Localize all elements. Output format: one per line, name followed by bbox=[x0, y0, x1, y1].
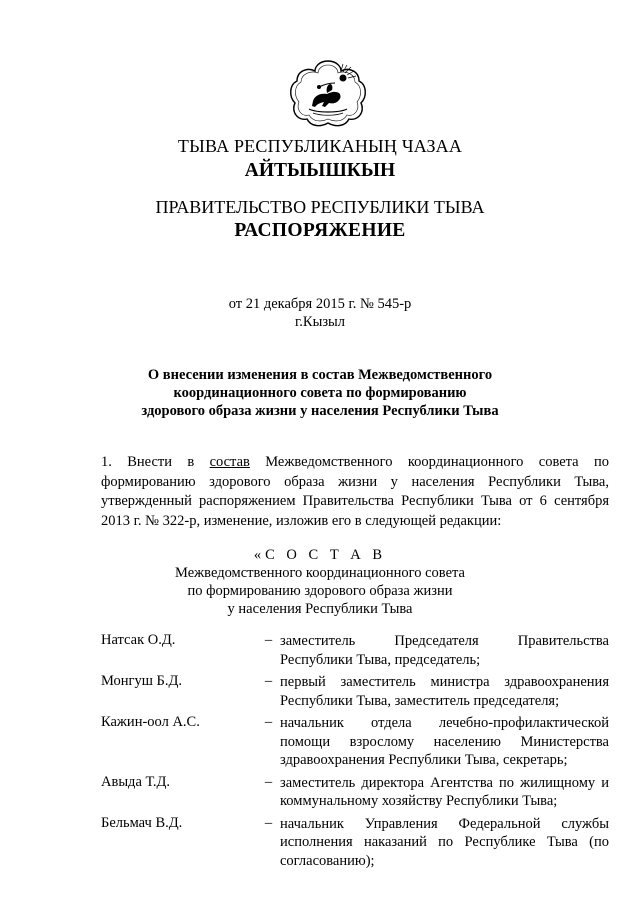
member-dash: – bbox=[264, 814, 273, 831]
document-date-number: от 21 декабря 2015 г. № 545-р bbox=[228, 296, 412, 312]
member-name: Авыда Т.Д. bbox=[101, 773, 171, 790]
member-row bbox=[101, 815, 609, 871]
sostav-link[interactable]: состав bbox=[209, 454, 250, 470]
title-line: О внесении изменения в состав Межведомственного bbox=[147, 367, 493, 383]
member-row bbox=[101, 632, 609, 669]
member-row bbox=[101, 714, 609, 770]
government-name: ПРАВИТЕЛЬСТВО РЕСПУБЛИКИ ТЫВА bbox=[155, 197, 485, 217]
member-role: начальник Управления Федеральной службы исполнения наказаний по Республике Тыва (по согласованию); bbox=[280, 815, 609, 869]
member-name: Натсак О.Д. bbox=[101, 632, 176, 648]
sostav-subtitle: Межведомственного координационного совета bbox=[175, 565, 465, 581]
member-row bbox=[101, 673, 609, 710]
tuva-document-type: АЙТЫЫШКЫН bbox=[244, 160, 396, 181]
member-dash: – bbox=[264, 714, 273, 730]
member-row bbox=[101, 774, 609, 811]
sostav-heading-block bbox=[0, 546, 640, 618]
member-name: Кажин-оол А.С. bbox=[101, 714, 200, 730]
member-role: заместитель Председателя Правительства Республики Тыва, председатель; bbox=[280, 633, 609, 668]
member-role: первый заместитель министра здравоохранения Республики Тыва, заместитель председателя; bbox=[280, 674, 609, 709]
sostav-subtitle: по формированию здорового образа жизни bbox=[187, 583, 453, 599]
members-list bbox=[101, 632, 609, 874]
paragraph-text: Межведомственного координационного совета по формированию здорового образа жизни у населения Республики Тыва, утвержденный распоряжением Правительства Республики Тыва от 6 сентября 2013 г. № 322-р, изменение, изложив его в следующей редакции: bbox=[101, 454, 609, 529]
sostav-heading: «С О С Т А В bbox=[253, 547, 387, 563]
member-role: заместитель директора Агентства по жилищному и коммунальному хозяйству Республики Тыва; bbox=[280, 774, 609, 809]
title-line: здорового образа жизни у населения Республики Тыва bbox=[141, 403, 499, 419]
document-title bbox=[0, 366, 640, 420]
document-type: РАСПОРЯЖЕНИЕ bbox=[234, 220, 406, 241]
tuva-government-name: ТЫВА РЕСПУБЛИКАНЫҢ ЧАЗАА bbox=[177, 136, 463, 156]
paragraph-prefix: 1. Внести в bbox=[101, 454, 210, 470]
document-city: г.Кызыл bbox=[294, 314, 346, 330]
body-paragraph bbox=[101, 453, 609, 531]
member-name: Бельмач В.Д. bbox=[101, 814, 183, 831]
member-name: Монгуш Б.Д. bbox=[101, 673, 182, 689]
tuva-coat-of-arms-icon bbox=[285, 57, 371, 129]
member-dash: – bbox=[264, 773, 273, 790]
member-dash: – bbox=[264, 632, 273, 648]
member-dash: – bbox=[264, 673, 273, 689]
member-role: начальник отдела лечебно-профилактической помощи взрослому населению Министерства здравоохранения Республики Тыва, секретарь; bbox=[280, 715, 609, 768]
title-line: координационного совета по формированию bbox=[173, 385, 467, 401]
sostav-subtitle: у населения Республики Тыва bbox=[227, 601, 413, 617]
